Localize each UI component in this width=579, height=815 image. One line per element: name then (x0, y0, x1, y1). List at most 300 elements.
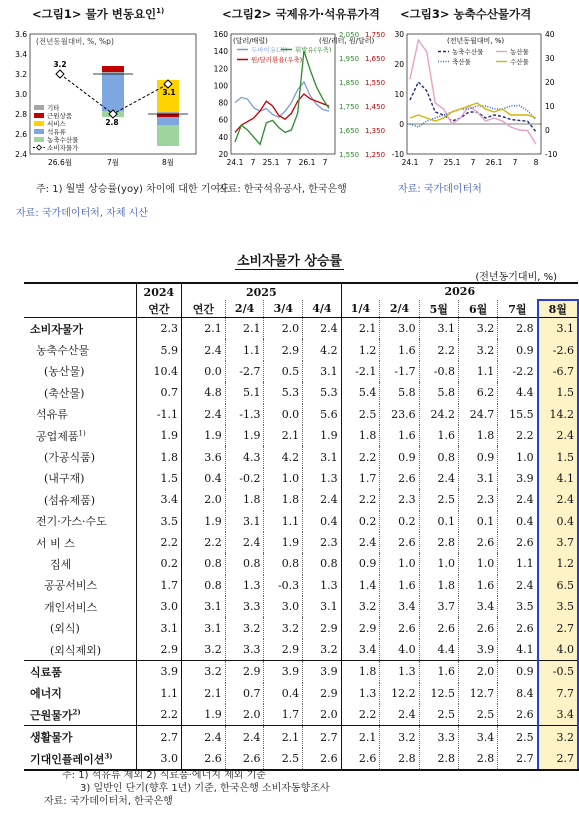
legend-label: 기타 (47, 104, 60, 112)
table-cell: 3.2 (458, 339, 497, 360)
table-cell: 3.9 (498, 468, 538, 489)
row-label (24, 339, 136, 360)
table-cell: 3.1 (303, 446, 341, 467)
row-label-text: 소비자물가 (30, 322, 84, 336)
y2-tick-label: 1,650 (339, 127, 360, 135)
y2-tick-label: 0 (545, 126, 550, 135)
table-cell: 2.9 (136, 639, 181, 661)
table-cell: 1.4 (341, 575, 380, 596)
legend-label: 두바이유(좌) (251, 46, 288, 54)
table-cell: 1.9 (182, 425, 226, 446)
table-cell: 3.2 (458, 318, 497, 340)
table-cell: 2.9 (225, 661, 264, 683)
table-cell: 2.5 (419, 489, 458, 510)
figure1-note: 주: 1) 월별 상승률(yoy) 차이에 대한 기여도 (36, 184, 230, 195)
table-row (24, 489, 578, 510)
table-cell: 2.5 (341, 404, 380, 425)
y2-tick-label: 1,750 (339, 103, 360, 111)
table-cell: 6.2 (458, 382, 497, 403)
table-row (24, 661, 578, 683)
row-label (24, 489, 136, 510)
table-cell: 2.6 (498, 532, 538, 553)
y-tick-label: 3.0 (15, 90, 27, 99)
table-cell: 3.2 (182, 661, 226, 683)
y-tick-label: 30 (394, 30, 404, 39)
axis-title: (전년동월대비, %, %p) (36, 37, 114, 46)
x-tick-label: 26.1 (298, 158, 316, 167)
data-label: 2.8 (105, 118, 119, 127)
col-header: 3/4 (264, 300, 303, 318)
table-cell: -0.2 (225, 468, 264, 489)
table-cell: 0.2 (380, 511, 419, 532)
bar-segment (157, 114, 179, 117)
row-label-text: (내구재) (44, 472, 85, 486)
cpi-table (24, 282, 579, 771)
table-cell: 3.9 (136, 661, 181, 683)
bar-segment (102, 74, 124, 111)
table-cell: 2.5 (264, 748, 303, 770)
table-cell: 2.4 (182, 726, 226, 748)
table-cell: 1.5 (538, 446, 578, 467)
table-cell: 4.4 (498, 382, 538, 403)
row-label (24, 617, 136, 638)
table-cell: 0.9 (498, 339, 538, 360)
table-cell: 0.4 (498, 511, 538, 532)
y3-tick-label: 1,550 (365, 79, 385, 87)
table-cell: 5.3 (264, 382, 303, 403)
y-tick-label: 3.6 (15, 30, 27, 39)
table-cell: 2.4 (419, 468, 458, 489)
table-cell: 2.9 (303, 683, 341, 704)
table-cell: 2.4 (498, 575, 538, 596)
table-cell: 1.3 (341, 683, 380, 704)
table-cell: 3.7 (419, 596, 458, 617)
y2-tick-label: 10 (545, 102, 555, 111)
table-cell: 2.1 (341, 318, 380, 340)
table-cell: -2.2 (498, 361, 538, 382)
table-cell: 0.9 (458, 446, 497, 467)
table-cell: 2.6 (225, 748, 264, 770)
table-cell: 1.3 (303, 468, 341, 489)
table-cell: 2.2 (341, 704, 380, 726)
table-cell: 2.8 (498, 318, 538, 340)
col-header: 연간 (182, 300, 226, 318)
x-tick-label: 25.1 (262, 158, 280, 167)
figure1-title: <그림1> 물가 변동요인$^{1)}$ (32, 7, 165, 21)
table-cell: 5.3 (303, 382, 341, 403)
legend-label: 원/달러환율(우축) (251, 56, 303, 64)
y2-tick-label: 40 (545, 30, 555, 39)
figure2-title: <그림2> 국제유가·석유류가격 (222, 7, 380, 21)
table-cell: 1.3 (380, 661, 419, 683)
table-cell: 2.8 (380, 748, 419, 770)
table-cell: 0.8 (225, 553, 264, 574)
table-cell: 2.2 (341, 489, 380, 510)
table-cell: 1.1 (498, 553, 538, 574)
table-cell: -6.7 (538, 361, 578, 382)
row-label-text: 기대인플레이션 (30, 752, 105, 766)
table-cell: 4.1 (498, 639, 538, 661)
table-cell: 2.6 (498, 704, 538, 726)
table-cell: 1.6 (380, 339, 419, 360)
table-cell: 3.4 (458, 726, 497, 748)
table-cell: 0.5 (264, 361, 303, 382)
table-cell: 3.9 (303, 661, 341, 683)
table-cell: 2.6 (380, 617, 419, 638)
legend-label: 수산물 (510, 58, 529, 66)
table-cell: 3.1 (182, 596, 226, 617)
data-label: 3.1 (162, 88, 176, 97)
table-cell: 2.9 (264, 339, 303, 360)
table-cell: -1.1 (136, 404, 181, 425)
y-tick-label: 2.4 (15, 150, 27, 159)
table-cell: 2.6 (458, 617, 497, 638)
row-label-text: (가공식품) (44, 451, 96, 465)
table-cell: 0.8 (264, 553, 303, 574)
row-label (24, 511, 136, 532)
legend-swatch (34, 105, 44, 110)
table-cell: 12.2 (380, 683, 419, 704)
table-cell: 2.8 (419, 532, 458, 553)
table-cell: 2.2 (182, 532, 226, 553)
table-cell: 3.2 (264, 617, 303, 638)
axis-title: (원/리터, 원/달러) (319, 37, 375, 45)
table-row (24, 318, 578, 340)
table-cell: 4.2 (264, 446, 303, 467)
row-label-text: 공공서비스 (44, 579, 98, 593)
legend-label: 소비자물가 (47, 144, 79, 152)
table-cell: 2.6 (498, 617, 538, 638)
table-cell: 2.3 (380, 489, 419, 510)
table-row (24, 339, 578, 360)
table-cell: 2.6 (419, 617, 458, 638)
table-cell: 2.6 (380, 532, 419, 553)
y3-tick-label: 1,750 (365, 31, 385, 39)
legend-swatch (34, 113, 44, 118)
table-row (24, 704, 578, 726)
table-row (24, 575, 578, 596)
table-cell: 3.4 (341, 639, 380, 661)
table-cell: 2.4 (341, 532, 380, 553)
table-cell: 4.0 (538, 639, 578, 661)
table-title: 소비자물가 상승률 (237, 254, 342, 269)
col-header: 5월 (419, 300, 458, 318)
x-tick-label: 7 (512, 158, 518, 167)
table-row (24, 382, 578, 403)
table-source: 자료: 국가데이터처, 한국은행 (44, 796, 173, 807)
table-cell: 1.7 (264, 704, 303, 726)
figure3-source: 자료: 국가데이터처 (398, 184, 482, 195)
x-tick-label: 24.1 (226, 158, 244, 167)
y3-tick-label: 1,450 (365, 103, 385, 111)
x-tick-label: 7 (428, 158, 434, 167)
table-cell: 3.1 (303, 361, 341, 382)
table-cell: 1.9 (182, 511, 226, 532)
table-cell: 1.8 (341, 425, 380, 446)
table-cell: 2.3 (136, 318, 181, 340)
col-header: 2/4 (380, 300, 419, 318)
table-note-2: 3) 일반인 단기(향후 1년) 기준, 한국은행 소비자동향조사 (80, 783, 330, 794)
table-cell: 3.1 (136, 617, 181, 638)
table-row (24, 726, 578, 748)
row-label (24, 639, 136, 661)
row-label (24, 596, 136, 617)
x-tick-label: 25.1 (443, 158, 461, 167)
row-label-text: 공업제품 (36, 429, 79, 443)
table-cell: 3.1 (182, 617, 226, 638)
y-tick-label: 20 (394, 60, 404, 69)
y-tick-label: 60 (218, 115, 228, 125)
table-cell: 0.8 (182, 553, 226, 574)
table-cell: 4.1 (538, 468, 578, 489)
row-label-text: 농축수산물 (36, 344, 90, 358)
table-cell: 5.9 (136, 339, 181, 360)
table-cell: 0.0 (182, 361, 226, 382)
table-cell: 8.4 (498, 683, 538, 704)
table-cell: 1.1 (264, 511, 303, 532)
y2-tick-label: 1,550 (339, 151, 360, 159)
table-cell: 12.7 (458, 683, 497, 704)
table-cell: 23.6 (380, 404, 419, 425)
row-label-text: 개인서비스 (44, 600, 98, 614)
table-cell: 2.4 (538, 489, 578, 510)
table-cell: 6.5 (538, 575, 578, 596)
table-cell: -2.7 (225, 361, 264, 382)
table-cell: 2.4 (303, 318, 341, 340)
table-cell: 3.5 (498, 596, 538, 617)
axis-title: (달러/배럴) (233, 37, 268, 45)
table-cell: 1.0 (419, 553, 458, 574)
row-label (24, 532, 136, 553)
table-cell: 2.4 (498, 489, 538, 510)
table-cell: 3.2 (380, 726, 419, 748)
row-label-text: (축산물) (44, 386, 85, 400)
table-cell: 0.9 (341, 553, 380, 574)
table-cell: 2.2 (136, 704, 181, 726)
row-label-sup: 3) (104, 750, 113, 760)
table-cell: 2.2 (136, 532, 181, 553)
table-cell: -1.3 (225, 404, 264, 425)
row-label-text: 근원물가 (30, 708, 73, 722)
table-row (24, 446, 578, 467)
table-cell: 4.4 (419, 639, 458, 661)
y-tick-label: 10 (394, 90, 404, 99)
table-cell: 0.4 (182, 468, 226, 489)
y2-tick-label: 20 (545, 78, 555, 87)
figure2-source: 자료: 한국석유공사, 한국은행 (218, 184, 347, 195)
table-row (24, 361, 578, 382)
row-label (24, 404, 136, 425)
table-cell: 2.7 (538, 748, 578, 770)
table-cell: 1.5 (538, 382, 578, 403)
table-cell: 1.1 (136, 683, 181, 704)
row-label-text: 에너지 (30, 687, 62, 701)
table-cell: 1.6 (458, 575, 497, 596)
figure2-chart (203, 28, 385, 182)
table-cell: 2.6 (303, 748, 341, 770)
table-cell: 3.0 (136, 596, 181, 617)
figure3-title: <그림3> 농축수산물가격 (400, 7, 532, 21)
x-tick-label: 7 (250, 158, 256, 167)
legend-swatch (34, 137, 44, 142)
table-cell: 0.7 (225, 683, 264, 704)
table-cell: 0.8 (303, 553, 341, 574)
table-cell: 5.8 (380, 382, 419, 403)
table-cell: 0.9 (498, 661, 538, 683)
table-cell: 0.8 (419, 446, 458, 467)
y2-tick-label: 1,850 (339, 79, 360, 87)
table-cell: 2.1 (264, 726, 303, 748)
table-cell: 24.2 (419, 404, 458, 425)
table-unit: (전년동기대비, %) (475, 272, 557, 283)
y3-tick-label: 1,250 (365, 151, 385, 159)
table-cell: -2.6 (538, 339, 578, 360)
legend-swatch (34, 129, 44, 134)
table-cell: -0.3 (264, 575, 303, 596)
table-cell: 3.2 (182, 639, 226, 661)
table-cell: 2.9 (264, 639, 303, 661)
table-cell: 1.8 (341, 661, 380, 683)
table-cell: 2.2 (498, 425, 538, 446)
table-cell: -0.8 (419, 361, 458, 382)
y-tick-label: 40 (218, 132, 228, 142)
table-cell: 2.6 (458, 532, 497, 553)
table-row (24, 425, 578, 446)
table-cell: 3.2 (225, 617, 264, 638)
table-cell: 3.0 (136, 748, 181, 770)
table-cell: 2.1 (341, 726, 380, 748)
table-cell: 4.8 (182, 382, 226, 403)
bar-segment (102, 66, 124, 72)
table-cell: 2.4 (303, 489, 341, 510)
col-header: 2/4 (225, 300, 264, 318)
table-cell: 3.4 (458, 596, 497, 617)
table-cell: 3.0 (380, 318, 419, 340)
table-cell: 1.8 (458, 425, 497, 446)
table-cell: 2.1 (182, 318, 226, 340)
table-cell: 3.3 (225, 596, 264, 617)
legend-label: 휘발유(우축) (295, 46, 332, 54)
table-cell: 1.2 (341, 339, 380, 360)
table-cell: 2.8 (458, 748, 497, 770)
table-cell: 2.2 (419, 339, 458, 360)
table-cell: 3.1 (303, 596, 341, 617)
table-cell: 5.4 (341, 382, 380, 403)
table-cell: 0.4 (264, 683, 303, 704)
table-cell: 1.9 (136, 425, 181, 446)
legend-label: 농축수산물 (47, 136, 79, 144)
table-cell: 3.2 (341, 596, 380, 617)
table-cell: -1.7 (380, 361, 419, 382)
table-cell: 1.0 (498, 446, 538, 467)
table-row (24, 617, 578, 638)
table-cell: 1.8 (225, 489, 264, 510)
x-tick-label: 7 (322, 158, 328, 167)
table-cell: 10.4 (136, 361, 181, 382)
table-cell: 1.0 (380, 553, 419, 574)
table-cell: 2.7 (538, 617, 578, 638)
table-cell: 2.5 (458, 704, 497, 726)
table-cell: 4.3 (225, 446, 264, 467)
table-row (24, 511, 578, 532)
table-cell: 5.8 (419, 382, 458, 403)
table-row (24, 553, 578, 574)
table-cell: 1.7 (136, 575, 181, 596)
header-blank (24, 283, 136, 300)
table-cell: 3.4 (380, 596, 419, 617)
table-cell: 0.9 (380, 446, 419, 467)
table-cell: 2.0 (182, 489, 226, 510)
row-label (24, 361, 136, 382)
table-cell: 2.6 (341, 748, 380, 770)
row-label-text: 집세 (50, 557, 72, 571)
table-cell: 0.8 (182, 575, 226, 596)
year-2024: 2024 (136, 283, 181, 300)
y2-tick-label: 30 (545, 54, 555, 63)
col-header: 연간 (136, 300, 181, 318)
y2-tick-label: 1,950 (339, 55, 360, 63)
row-label (24, 683, 136, 704)
y-tick-label: 2.6 (15, 130, 27, 139)
row-label-text: 전기·가스·수도 (36, 515, 107, 529)
col-header: 8월 (538, 300, 578, 318)
table-cell: 2.2 (341, 446, 380, 467)
row-label (24, 575, 136, 596)
table-cell: 3.4 (136, 489, 181, 510)
table-cell: 4.2 (303, 339, 341, 360)
table-cell: 3.3 (419, 726, 458, 748)
table-cell: -2.1 (341, 361, 380, 382)
figure1-chart (0, 28, 208, 182)
x-tick-label: 24.1 (401, 158, 419, 167)
table-cell: 3.1 (225, 511, 264, 532)
year-2026: 2026 (341, 283, 578, 300)
legend-swatch (34, 121, 44, 126)
table-cell: 4.0 (380, 639, 419, 661)
row-label-text: (섬유제품) (44, 493, 96, 507)
table-cell: 3.1 (458, 468, 497, 489)
table-cell: 3.1 (538, 318, 578, 340)
row-label-sup: 2) (72, 707, 81, 717)
table-cell: 12.5 (419, 683, 458, 704)
legend-label: 농산물 (510, 48, 529, 56)
year-2025: 2025 (182, 283, 342, 300)
row-label (24, 425, 136, 446)
col-header: 6월 (458, 300, 497, 318)
y-tick-label: 100 (213, 81, 228, 91)
row-label (24, 468, 136, 489)
y-tick-label: 3.2 (15, 70, 27, 79)
y-tick-label: 160 (213, 30, 228, 39)
y2-tick-label: 2,050 (339, 31, 360, 39)
row-label-text: 서 비 스 (36, 536, 75, 550)
table-cell: 1.9 (303, 425, 341, 446)
row-label-text: (농산물) (44, 365, 85, 379)
table-cell: 0.1 (419, 511, 458, 532)
table-row (24, 404, 578, 425)
row-label (24, 553, 136, 574)
table-cell: 14.2 (538, 404, 578, 425)
table-cell: 1.6 (380, 425, 419, 446)
table-cell: 1.3 (303, 575, 341, 596)
x-tick-label: 8 (533, 158, 539, 167)
table-row (24, 639, 578, 661)
table-cell: 1.9 (182, 704, 226, 726)
table-row (24, 683, 578, 704)
x-tick-label: 26.6월 (48, 158, 72, 167)
table-cell: 2.4 (182, 339, 226, 360)
table-cell: 1.9 (264, 532, 303, 553)
